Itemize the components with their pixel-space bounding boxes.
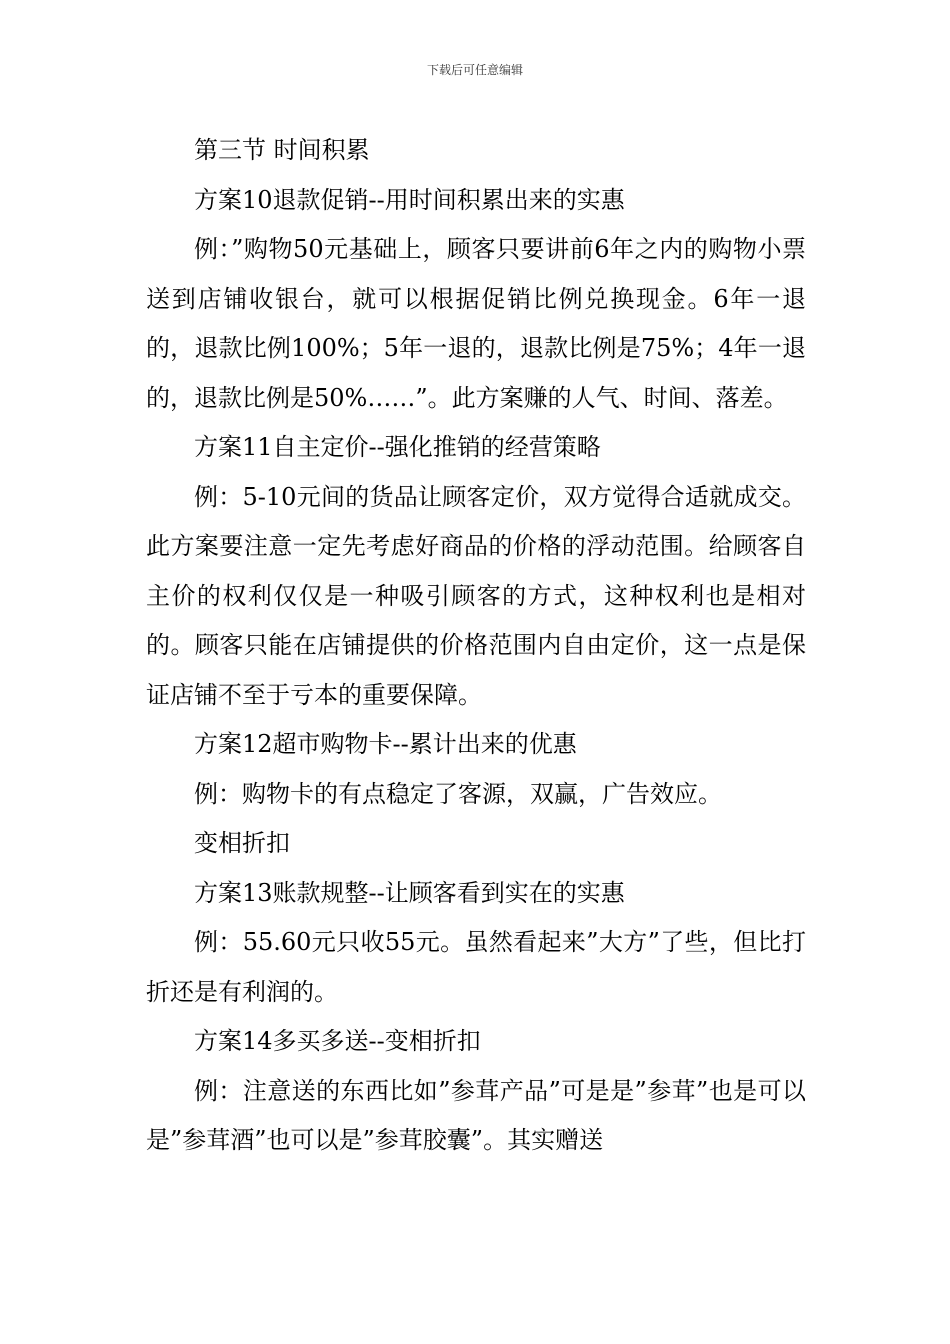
plan-12-title: 方案12超市购物卡--累计出来的优惠 — [194, 730, 577, 758]
page-header-note: 下载后可任意编辑 — [426, 63, 523, 77]
plan-13-title: 方案13账款规整--让顾客看到实在的实惠 — [194, 878, 625, 907]
plan-13-example: 例：55.60元只收55元。虽然看起来”大方”了些，但比打折还是有利润的。 — [146, 928, 806, 1006]
plan-12-example: 例：购物卡的有点稳定了客源，双赢，广告效应。 — [194, 779, 722, 808]
subsection-heading: 变相折扣 — [194, 829, 290, 857]
plan-10-example: 例：”购物50元基础上，顾客只要讲前6年之内的购物小票送到店铺收银台，就可以根据促销比例兑换现金。6年一退的，退款比例100%；5年一退的，退款比例是75%；4年一退的，退款比例是50%……”。此方案赚的人气、时间、落差。 — [146, 235, 806, 412]
plan-10-title: 方案10退款促销--用时间积累出来的实惠 — [194, 185, 625, 214]
plan-14-title: 方案14多买多送--变相折扣 — [194, 1027, 481, 1055]
section-heading: 第三节 时间积累 — [194, 136, 370, 164]
plan-14-example: 例：注意送的东西比如”参茸产品”可是是”参茸”也是可以是”参茸酒”也可以是”参茸胶囊”。其实赠送 — [146, 1076, 806, 1154]
plan-11-example: 例：5-10元间的货品让顾客定价，双方觉得合适就成交。此方案要注意一定先考虑好商品的价格的浮动范围。给顾客自主价的权利仅仅是一种吸引顾客的方式，这种权利也是相对的。顾客只能在店铺提供的价格范围内自由定价，这一点是保证店铺不至于亏本的重要保障。 — [146, 482, 806, 709]
document-body — [146, 126, 806, 1166]
plan-11-title: 方案11自主定价--强化推销的经营策略 — [194, 433, 601, 461]
